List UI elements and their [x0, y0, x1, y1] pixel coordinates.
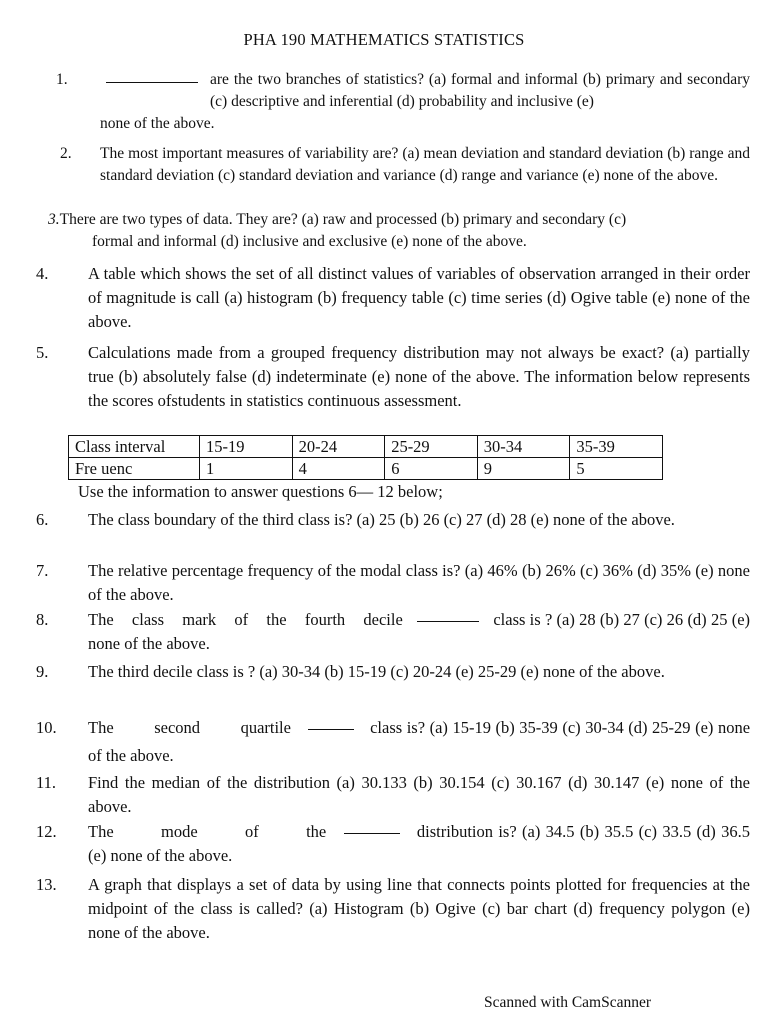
question-text-cont: none of the above.	[100, 115, 215, 132]
class-interval-cell: 15-19	[200, 436, 293, 458]
frequency-table	[68, 435, 663, 480]
scanner-watermark: Scanned with CamScanner	[484, 994, 652, 1011]
question-text: There are two types of data. They are? (a) raw and processed (b) primary and secondary (c)	[59, 211, 627, 228]
question-text: Find the median of the distribution (a) 30.133 (b) 30.154 (c) 30.167 (d) 30.147 (e) none of the above.	[88, 773, 750, 816]
fill-blank	[106, 82, 198, 83]
question-text-cont: class is? (a) 15-19 (b) 35-39 (c) 30-34 (d) 25-29 (e) none of the above.	[88, 718, 751, 765]
question-number: 12.	[36, 822, 57, 841]
question-text: The class boundary of the third class is? (a) 25 (b) 26 (c) 27 (d) 28 (e) none of the above.	[88, 510, 675, 529]
question-9	[36, 658, 750, 686]
frequency-cell: 1	[200, 458, 293, 480]
question-text: The second quartile	[88, 718, 291, 737]
question-number: 10.	[36, 718, 57, 737]
page-title: PHA 190 MATHEMATICS STATISTICS	[243, 30, 525, 49]
question-1	[56, 69, 750, 135]
frequency-cell: 4	[292, 458, 385, 480]
question-text: The third decile class is ? (a) 30-34 (b) 15-19 (c) 20-24 (e) 25-29 (e) none of the above.	[88, 662, 665, 681]
question-text: A table which shows the set of all distinct values of variables of observation arranged in their order of magnitude is call (a) histogram (b) frequency table (c) time series (d) Ogive table (e) none of the above.	[88, 264, 750, 331]
table-row	[69, 458, 663, 480]
question-text: A graph that displays a set of data by using line that connects points plotted for frequencies at the midpoint of the class is called? (a) Histogram (b) Ogive (c) bar chart (d) frequency polygon (e) none of the above.	[88, 875, 750, 942]
question-13	[36, 873, 750, 945]
question-text: are the two branches of statistics? (a) formal and informal (b) primary and secondary (c) descriptive and inferential (d) probability and inclusive (e)	[210, 71, 750, 110]
fill-blank	[308, 729, 354, 730]
question-6	[36, 508, 750, 532]
question-number: 6.	[36, 510, 49, 529]
question-number: 9.	[36, 662, 49, 681]
question-10	[36, 714, 751, 770]
class-interval-cell: 30-34	[477, 436, 570, 458]
fill-blank	[344, 833, 400, 834]
question-number: 4.	[36, 264, 49, 283]
question-text-cont: formal and informal (d) inclusive and exclusive (e) none of the above.	[92, 233, 527, 250]
question-number: 7.	[36, 561, 49, 580]
question-text: The relative percentage frequency of the modal class is? (a) 46% (b) 26% (c) 36% (d) 35% (e) none of the above.	[88, 561, 750, 604]
question-4	[36, 262, 750, 334]
question-text: The most important measures of variability are? (a) mean deviation and standard deviation (b) range and standard deviation (c) standard deviation and variance (d) range and variance (e) none of the above.	[100, 145, 750, 184]
question-number: 2.	[60, 145, 72, 162]
question-2	[60, 143, 750, 187]
question-8	[36, 608, 751, 656]
question-3	[48, 209, 750, 253]
question-number: 11.	[36, 773, 57, 792]
fill-blank	[417, 621, 479, 622]
row-label: Fre uenc	[69, 458, 200, 480]
question-11	[36, 771, 750, 819]
question-12	[36, 820, 750, 868]
question-5	[36, 341, 750, 413]
row-label: Class interval	[69, 436, 200, 458]
question-text: The mode of the	[88, 822, 327, 841]
class-interval-cell: 20-24	[292, 436, 385, 458]
frequency-cell: 6	[385, 458, 478, 480]
question-number: 8.	[36, 610, 49, 629]
class-interval-cell: 25-29	[385, 436, 478, 458]
instruction-text: Use the information to answer questions 6— 12 below;	[78, 482, 443, 501]
class-interval-cell: 35-39	[570, 436, 663, 458]
question-number: 5.	[36, 343, 49, 362]
question-text: The class mark of the fourth decile	[88, 610, 403, 629]
question-number: 1.	[56, 71, 68, 88]
frequency-cell: 9	[477, 458, 570, 480]
question-number: 13.	[36, 875, 57, 894]
question-text: Calculations made from a grouped frequency distribution may not always be exact? (a) partially true (b) absolutely false (d) indeterminate (e) none of the above. The information below represents the scores ofstudents in statistics continuous assessment.	[88, 343, 750, 410]
question-text-cont: distribution is? (a) 34.5 (b) 35.5 (c) 33.5 (d) 36.5 (e) none of the above.	[88, 822, 750, 865]
question-7	[36, 559, 750, 607]
frequency-cell: 5	[570, 458, 663, 480]
question-number: 3.	[48, 211, 60, 228]
table-row	[69, 436, 663, 458]
question-text-cont: class is ? (a) 28 (b) 27 (c) 26 (d) 25 (e) none of the above.	[88, 610, 751, 653]
